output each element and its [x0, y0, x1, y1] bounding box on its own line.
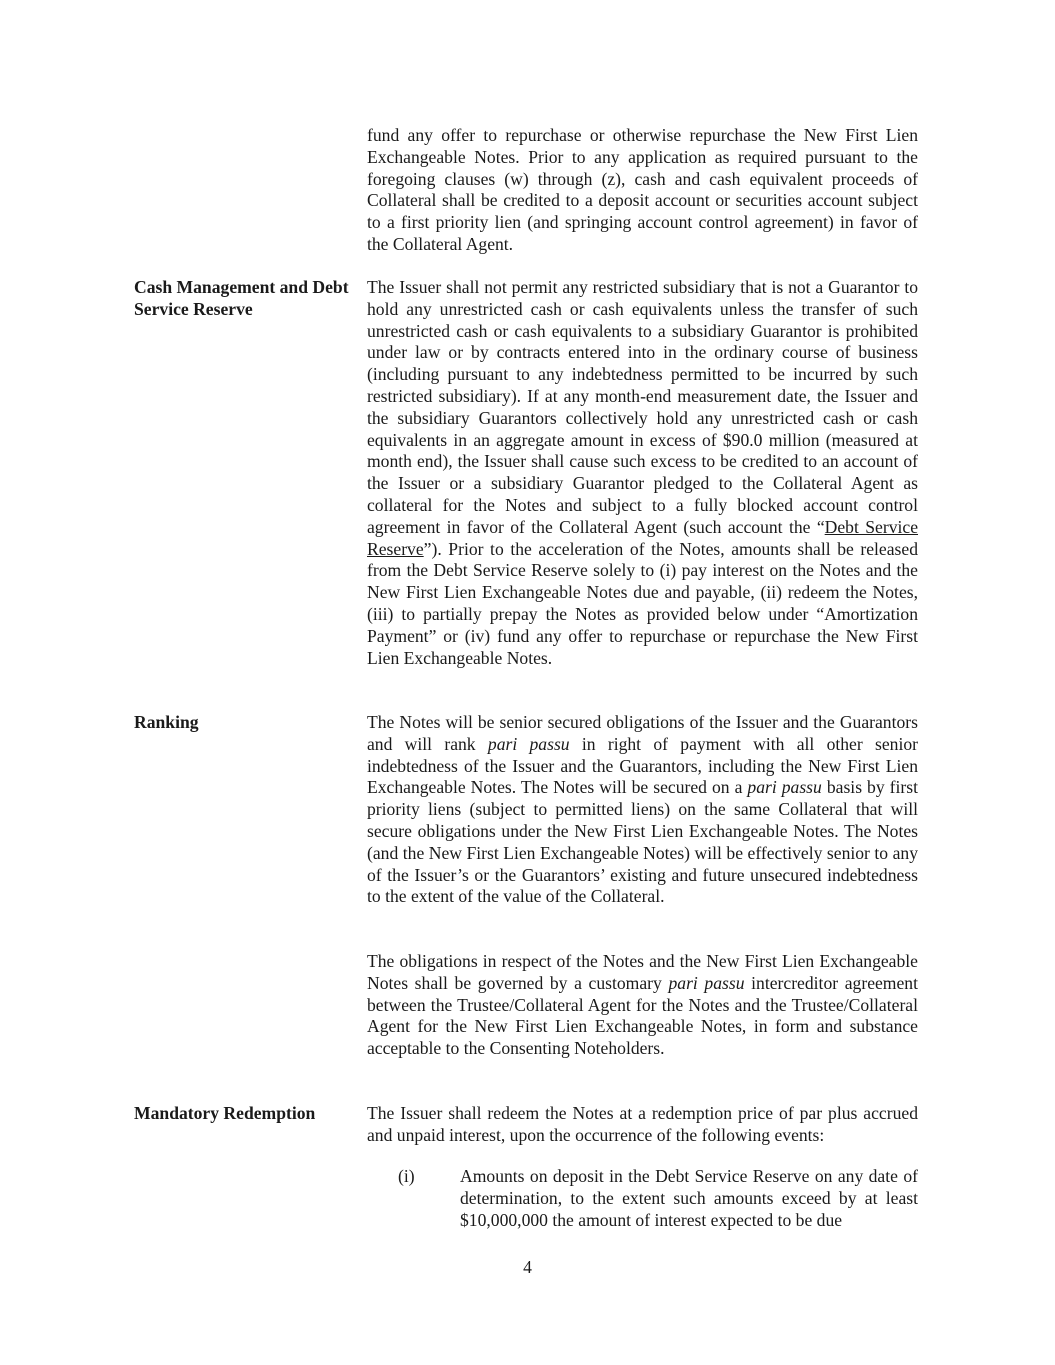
continuation-text: fund any offer to repurchase or otherwise repurchase the New First Lien Exchangeable Notes. Prior to any application as required pursuant to the foregoing clauses (w) through (z), cash and cash equivalent proceeds of Collateral shall be credited to a deposit account or securities account subject to a first priority lien (and springing account control agreement) in favor of the Collateral Agent. [367, 125, 918, 254]
cash-management-paragraph [367, 277, 918, 669]
ranking-p1-a: The Notes will be senior secured obligations of the Issuer and the Guarantors and will rank [367, 712, 918, 754]
cash-management-text-before: The Issuer shall not permit any restricted subsidiary that is not a Guarantor to hold any unrestricted cash or cash equivalents unless the transfer of such unrestricted cash or cash equivalents to a subsidiary Guarantor is prohibited under law or by contracts entered into in the ordinary course of business (including pursuant to any indebtedness permitted to be incurred by such restricted subsidiary). If at any month-end measurement date, the Issuer and the subsidiary Guarantors collectively hold any unrestricted cash or cash equivalents in an aggregate amount in excess of $90.0 million (measured at month end), the Issuer shall cause such excess to be credited to an account of the Issuer or a subsidiary Guarantor pledged to the Collateral Agent as collateral for the Notes and subject to a fully blocked account control agreement in favor of the Collateral Agent (such account the “ [367, 277, 918, 537]
debt-service-reserve-term: Debt Service Reserve [367, 516, 919, 559]
ranking-p2-b: intercreditor agreement between the Trustee/Collateral Agent for the Notes and the Trustee/Collateral Agent for the New First Lien Exchangeable Notes, in form and substance acceptable to the Consenting Noteholders. [367, 972, 918, 1059]
list-item-number: (i) [398, 1166, 415, 1186]
continuation-paragraph [367, 125, 918, 256]
ranking-p1-italic-1: pari passu [487, 733, 570, 754]
mandatory-redemption-text: The Issuer shall redeem the Notes at a redemption price of par plus accrued and unpaid interest, upon the occurrence of the following events: [367, 1103, 918, 1145]
ranking-p2-italic: pari passu [668, 972, 745, 993]
mandatory-redemption-heading: Mandatory Redemption [134, 1103, 316, 1123]
cash-management-heading: Cash Management and Debt Service Reserve [134, 277, 349, 319]
ranking-p2-a: The obligations in respect of the Notes and the New First Lien Exchangeable Notes shall be governed by a customary [367, 951, 918, 993]
ranking-p1-italic-2: pari passu [747, 777, 822, 798]
list-item-text: Amounts on deposit in the Debt Service Reserve on any date of determination, to the extent such amounts exceed by at least $10,000,000 the amount of interest expected to be due [460, 1166, 918, 1230]
cash-management-text-after: ”). Prior to the acceleration of the Notes, amounts shall be released from the Debt Service Reserve solely to (i) pay interest on the Notes and the New First Lien Exchangeable Notes due and payable, (ii) redeem the Notes, (iii) to partially prepay the Notes as provided below under “Amortization Payment” or (iv) fund any offer to repurchase or repurchase the New First Lien Exchangeable Notes. [367, 538, 918, 668]
ranking-heading: Ranking [134, 712, 199, 732]
ranking-paragraph-1 [367, 712, 918, 908]
mandatory-redemption-paragraph [367, 1103, 918, 1147]
ranking-p1-b: in right of payment with all other senior indebtedness of the Issuer and the Guarantors, including the New First Lien Exchangeable Notes. The Notes will be secured on a [367, 733, 919, 798]
ranking-p1-c: basis by first priority liens (subject to permitted liens) on the same Collateral that will secure obligations under the New First Lien Exchangeable Notes. The Notes (and the New First Lien Exchangeable Notes) will be effectively senior to any of the Issuer’s or the Guarantors’ existing and future unsecured indebtedness to the extent of the value of the Collateral. [367, 777, 919, 907]
ranking-paragraph-2 [367, 951, 918, 1060]
page-number: 4 [523, 1257, 532, 1277]
